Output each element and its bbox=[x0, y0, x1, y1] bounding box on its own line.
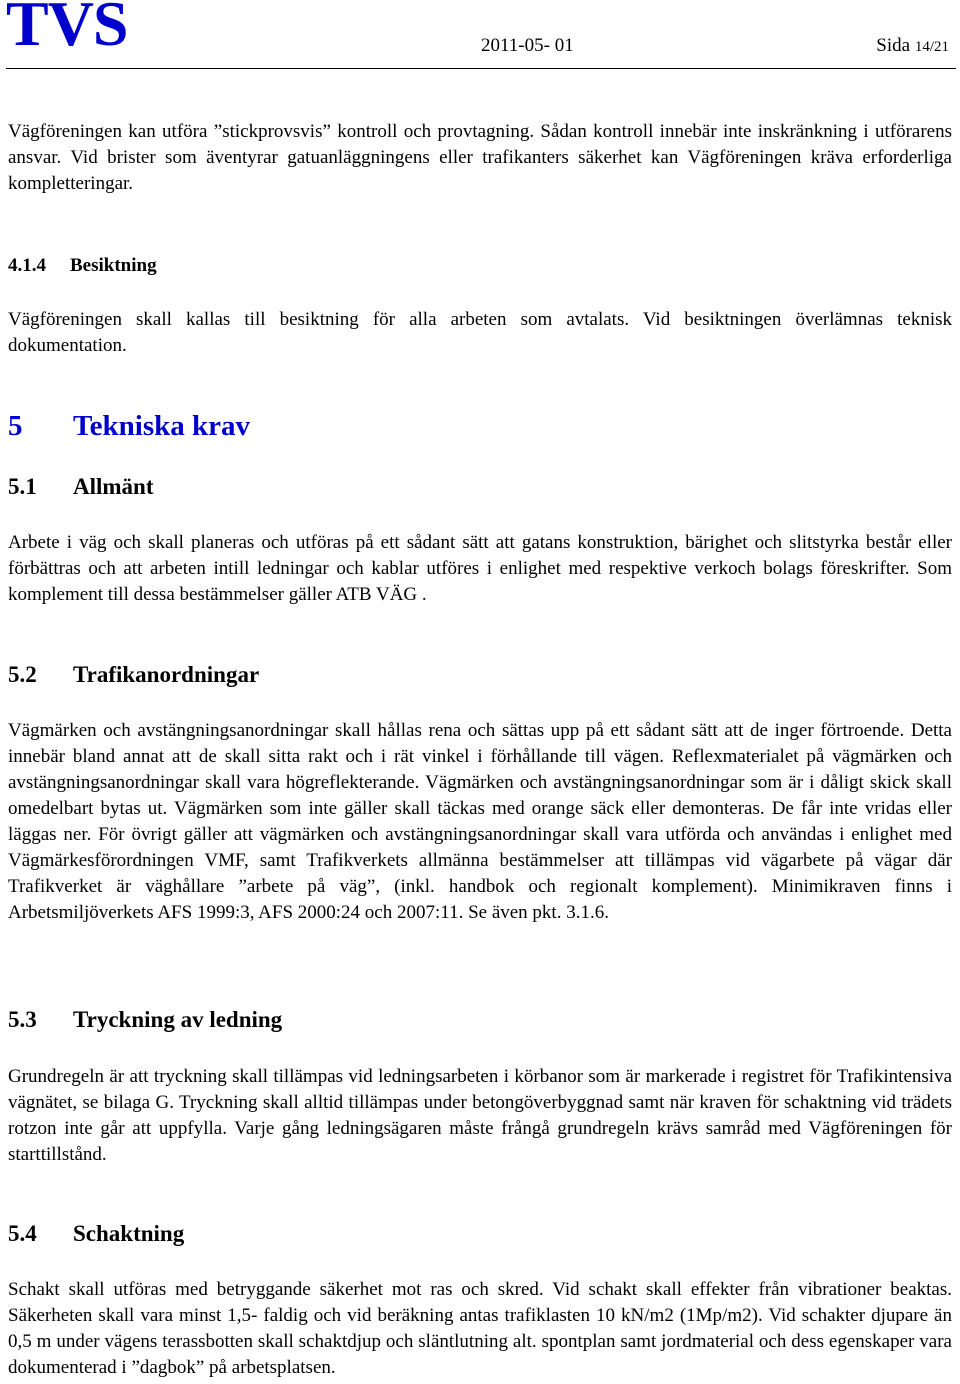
section-title: Besiktning bbox=[70, 255, 157, 276]
section-5-1-heading bbox=[8, 474, 154, 500]
section-5-1-text: Arbete i väg och skall planeras och utföras på ett sådant sätt att gatans konstruktion, bärighet och slitstyrka består eller förbättras och att arbeten intill ledningar och kablar utföres i enlighet med respektive verkoch bolags föreskrifter. Som komplement till dessa bestämmelser gäller ATB VÄG . bbox=[8, 532, 952, 605]
chapter-title: Tekniska krav bbox=[73, 410, 251, 442]
section-number: 5.3 bbox=[8, 1007, 37, 1032]
chapter-5-heading bbox=[8, 410, 250, 443]
header-divider bbox=[6, 68, 956, 69]
header-page-number bbox=[876, 35, 949, 57]
section-5-3-text: Grundregeln är att tryckning skall tillämpas vid ledningsarbeten i körbanor som är markerade i registret för Trafikintensiva vägnätet, se bilaga G. Tryckning skall alltid tillämpas under betongöverbyggnad samt när kraven för schaktning vid trädets rotzon inte går att uppfylla. Varje gång ledningsägaren måste frångå grundregeln krävs samråd med Vägföreningen för starttillstånd. bbox=[8, 1066, 952, 1165]
section-number: 5.1 bbox=[8, 474, 37, 499]
section-4-1-4-heading bbox=[8, 255, 157, 277]
section-number: 5.2 bbox=[8, 662, 37, 687]
section-title: Trafikanordningar bbox=[73, 662, 260, 687]
intro-paragraph: Vägföreningen kan utföra ”stickprovsvis” kontroll och provtagning. Sådan kontroll innebär inte inskränkning i utförarens ansvar. Vid brister som äventyrar gatuanläggningens eller trafikanters säkerhet kan Vägföreningen kräva erforderliga kompletteringar. bbox=[8, 121, 952, 194]
section-title: Allmänt bbox=[73, 474, 154, 499]
section-5-2-heading bbox=[8, 662, 259, 688]
tvs-logo: TVS bbox=[6, 0, 128, 59]
page-count: 14/21 bbox=[914, 39, 949, 55]
page-prefix: Sida bbox=[876, 35, 915, 56]
header-date: 2011-05- 01 bbox=[481, 35, 574, 56]
section-5-4-heading bbox=[8, 1221, 184, 1247]
section-5-3-heading bbox=[8, 1007, 282, 1033]
section-4-1-4-text: Vägföreningen skall kallas till besiktning för alla arbeten som avtalats. Vid besiktningen överlämnas teknisk dokumentation. bbox=[8, 309, 952, 356]
section-title: Schaktning bbox=[73, 1221, 185, 1246]
section-number: 5.4 bbox=[8, 1221, 37, 1246]
chapter-number: 5 bbox=[8, 410, 23, 442]
section-5-4-text: Schakt skall utföras med betryggande säkerhet mot ras och skred. Vid schakt skall effekter från vibrationer beaktas. Säkerheten skall vara minst 1,5- faldig och vid beräkning antas trafiklasten 10 kN/m2 (1Mp/m2). Vid schakter djupare än 0,5 m under vägens terassbotten skall schaktdjup och släntlutning alt. spontplan samt jordmaterial och dess egenskaper vara dokumenterad i ”dagbok” på arbetsplatsen. bbox=[8, 1279, 952, 1378]
section-number: 4.1.4 bbox=[8, 255, 46, 276]
section-5-2-text: Vägmärken och avstängningsanordningar skall hållas rena och sättas upp på ett sådant sätt att de inger förtroende. Detta innebär bland annat att de skall sitta rakt och i rät vinkel i förhållande till vägen. Reflexmaterialet på vägmärken och avstängningsanordningar skall vara högreflekterande. Vägmärken och avstängningsanordningar som är i dåligt skick skall omedelbart bytas ut. Vägmärken som inte gäller skall täckas med orange säck eller demonteras. De får inte vridas eller läggas ner. För övrigt gäller att vägmärken och avstängningsanordningar skall vara utförda och användas i enlighet med Vägmärkesförordningen VMF, samt Trafikverkets allmänna bestämmelser att tillämpas vid vägarbete på vägar där Trafikverket är väghållare ”arbete på väg”, (inkl. handbok och regionalt komplement). Minimikraven finns i Arbetsmiljöverkets AFS 1999:3, AFS 2000:24 och 2007:11. Se även pkt. 3.1.6. bbox=[8, 720, 952, 923]
section-title: Tryckning av ledning bbox=[73, 1007, 283, 1032]
